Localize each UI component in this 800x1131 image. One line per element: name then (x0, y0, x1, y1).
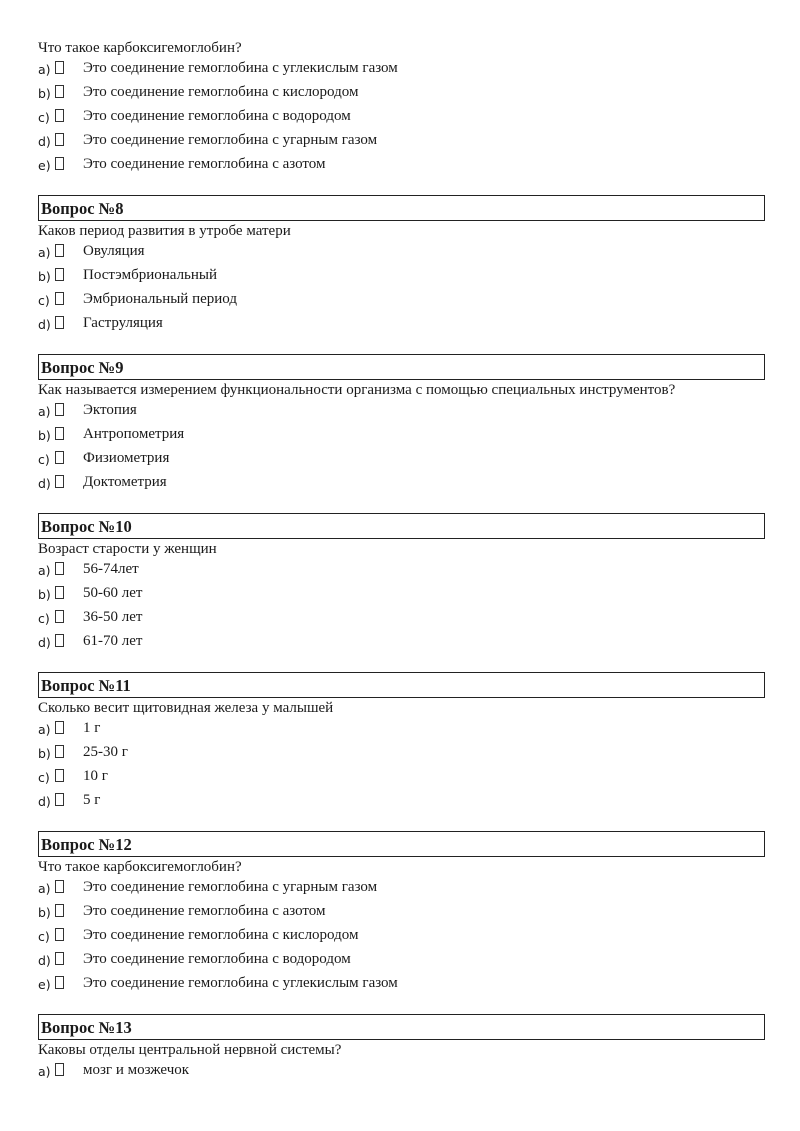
option-row[interactable] (38, 631, 765, 655)
option-text: Гаструляция (83, 315, 163, 331)
option-text: Эктопия (83, 402, 137, 418)
option-letter: c) (38, 929, 50, 944)
checkbox-icon[interactable] (55, 475, 64, 488)
option-row[interactable] (38, 949, 765, 973)
option-text: Постэмбриональный (83, 267, 218, 283)
checkbox-icon[interactable] (55, 157, 64, 170)
question-8 (38, 195, 765, 337)
checkbox-icon[interactable] (55, 403, 64, 416)
option-text: Доктометрия (83, 474, 167, 490)
option-text: Физиометрия (83, 450, 170, 466)
option-row[interactable] (38, 901, 765, 925)
option-row[interactable] (38, 607, 765, 631)
option-row[interactable] (38, 718, 765, 742)
option-text: Эмбриональный период (83, 291, 237, 307)
option-letter: e) (38, 977, 51, 992)
option-letter: d) (38, 134, 51, 149)
checkbox-icon[interactable] (55, 244, 64, 257)
option-text: 10 г (83, 768, 108, 784)
option-row[interactable] (38, 154, 765, 178)
checkbox-icon[interactable] (55, 268, 64, 281)
option-letter: a) (38, 1064, 51, 1079)
option-text: Это соединение гемоглобина с угарным газом (83, 879, 378, 895)
option-letter: b) (38, 587, 51, 602)
option-text: 61-70 лет (83, 633, 143, 649)
option-text: 56-74лет (83, 561, 139, 577)
checkbox-icon[interactable] (55, 610, 64, 623)
question-title: Вопрос №8 (38, 195, 765, 221)
question-text: Что такое карбоксигемоглобин? (38, 859, 242, 875)
option-text: 36-50 лет (83, 609, 143, 625)
option-letter: c) (38, 611, 50, 626)
option-row[interactable] (38, 424, 765, 448)
option-text: Это соединение гемоглобина с углекислым газом (83, 60, 398, 76)
question-title: Вопрос №10 (38, 513, 765, 539)
option-row[interactable] (38, 559, 765, 583)
option-text: Это соединение гемоглобина с кислородом (83, 84, 359, 100)
option-letter: a) (38, 722, 51, 737)
option-row[interactable] (38, 973, 765, 997)
checkbox-icon[interactable] (55, 451, 64, 464)
checkbox-icon[interactable] (55, 745, 64, 758)
option-text: Это соединение гемоглобина с кислородом (83, 927, 359, 943)
checkbox-icon[interactable] (55, 586, 64, 599)
option-row[interactable] (38, 766, 765, 790)
checkbox-icon[interactable] (55, 952, 64, 965)
option-letter: d) (38, 794, 51, 809)
option-text: мозг и мозжечок (83, 1062, 190, 1078)
option-row[interactable] (38, 790, 765, 814)
option-letter: a) (38, 404, 51, 419)
checkbox-icon[interactable] (55, 904, 64, 917)
question-title: Вопрос №9 (38, 354, 765, 380)
option-row[interactable] (38, 82, 765, 106)
option-row[interactable] (38, 313, 765, 337)
option-row[interactable] (38, 265, 765, 289)
question-text: Каковы отделы центральной нервной системы? (38, 1042, 342, 1058)
option-row[interactable] (38, 58, 765, 82)
checkbox-icon[interactable] (55, 85, 64, 98)
option-letter: e) (38, 158, 51, 173)
option-text: Овуляция (83, 243, 145, 259)
option-text: 50-60 лет (83, 585, 143, 601)
checkbox-icon[interactable] (55, 721, 64, 734)
option-row[interactable] (38, 877, 765, 901)
option-letter: a) (38, 62, 51, 77)
question-text: Возраст старости у женщин (38, 541, 217, 557)
option-letter: b) (38, 428, 51, 443)
question-12 (38, 831, 765, 997)
question-10 (38, 513, 765, 655)
option-text: Антропометрия (83, 426, 185, 442)
option-row[interactable] (38, 400, 765, 424)
option-letter: b) (38, 269, 51, 284)
checkbox-icon[interactable] (55, 976, 64, 989)
option-letter: b) (38, 905, 51, 920)
question-title: Вопрос №13 (38, 1014, 765, 1040)
option-text: Это соединение гемоглобина с углекислым газом (83, 975, 398, 991)
option-text: Это соединение гемоглобина с азотом (83, 903, 326, 919)
checkbox-icon[interactable] (55, 880, 64, 893)
option-row[interactable] (38, 472, 765, 496)
question-9 (38, 354, 765, 496)
option-letter: b) (38, 746, 51, 761)
option-text: Это соединение гемоглобина с азотом (83, 156, 326, 172)
checkbox-icon[interactable] (55, 1063, 64, 1076)
option-row[interactable] (38, 289, 765, 313)
question-text: Сколько весит щитовидная железа у малышей (38, 700, 334, 716)
question-11 (38, 672, 765, 814)
option-text: 25-30 г (83, 744, 128, 760)
option-letter: c) (38, 770, 50, 785)
option-row[interactable] (38, 583, 765, 607)
option-letter: b) (38, 86, 51, 101)
checkbox-icon[interactable] (55, 928, 64, 941)
option-row[interactable] (38, 1060, 765, 1084)
checkbox-icon[interactable] (55, 769, 64, 782)
option-letter: c) (38, 110, 50, 125)
option-row[interactable] (38, 106, 765, 130)
checkbox-icon[interactable] (55, 793, 64, 806)
question-text: Каков период развития в утробе матери (38, 223, 291, 239)
question-text: Что такое карбоксигемоглобин? (38, 40, 242, 56)
option-letter: d) (38, 476, 51, 491)
option-letter: c) (38, 452, 50, 467)
option-text: Это соединение гемоглобина с водородом (83, 951, 351, 967)
question-7-continued (38, 38, 765, 178)
question-text: Как называется измерением функциональности организма с помощью специальных инструментов? (38, 382, 676, 398)
option-letter: a) (38, 563, 51, 578)
checkbox-icon[interactable] (55, 61, 64, 74)
checkbox-icon[interactable] (55, 634, 64, 647)
question-13 (38, 1014, 765, 1084)
question-title: Вопрос №11 (38, 672, 765, 698)
option-text: Это соединение гемоглобина с водородом (83, 108, 351, 124)
option-row[interactable] (38, 925, 765, 949)
option-text: 5 г (83, 792, 101, 808)
option-text: 1 г (83, 720, 101, 736)
option-row[interactable] (38, 742, 765, 766)
option-letter: d) (38, 317, 51, 332)
question-title: Вопрос №12 (38, 831, 765, 857)
checkbox-icon[interactable] (55, 562, 64, 575)
checkbox-icon[interactable] (55, 109, 64, 122)
checkbox-icon[interactable] (55, 316, 64, 329)
option-letter: c) (38, 293, 50, 308)
option-letter: a) (38, 881, 51, 896)
checkbox-icon[interactable] (55, 292, 64, 305)
checkbox-icon[interactable] (55, 133, 64, 146)
option-row[interactable] (38, 130, 765, 154)
option-letter: d) (38, 953, 51, 968)
option-letter: a) (38, 245, 51, 260)
option-letter: d) (38, 635, 51, 650)
option-text: Это соединение гемоглобина с угарным газом (83, 132, 378, 148)
option-row[interactable] (38, 448, 765, 472)
option-row[interactable] (38, 241, 765, 265)
checkbox-icon[interactable] (55, 427, 64, 440)
